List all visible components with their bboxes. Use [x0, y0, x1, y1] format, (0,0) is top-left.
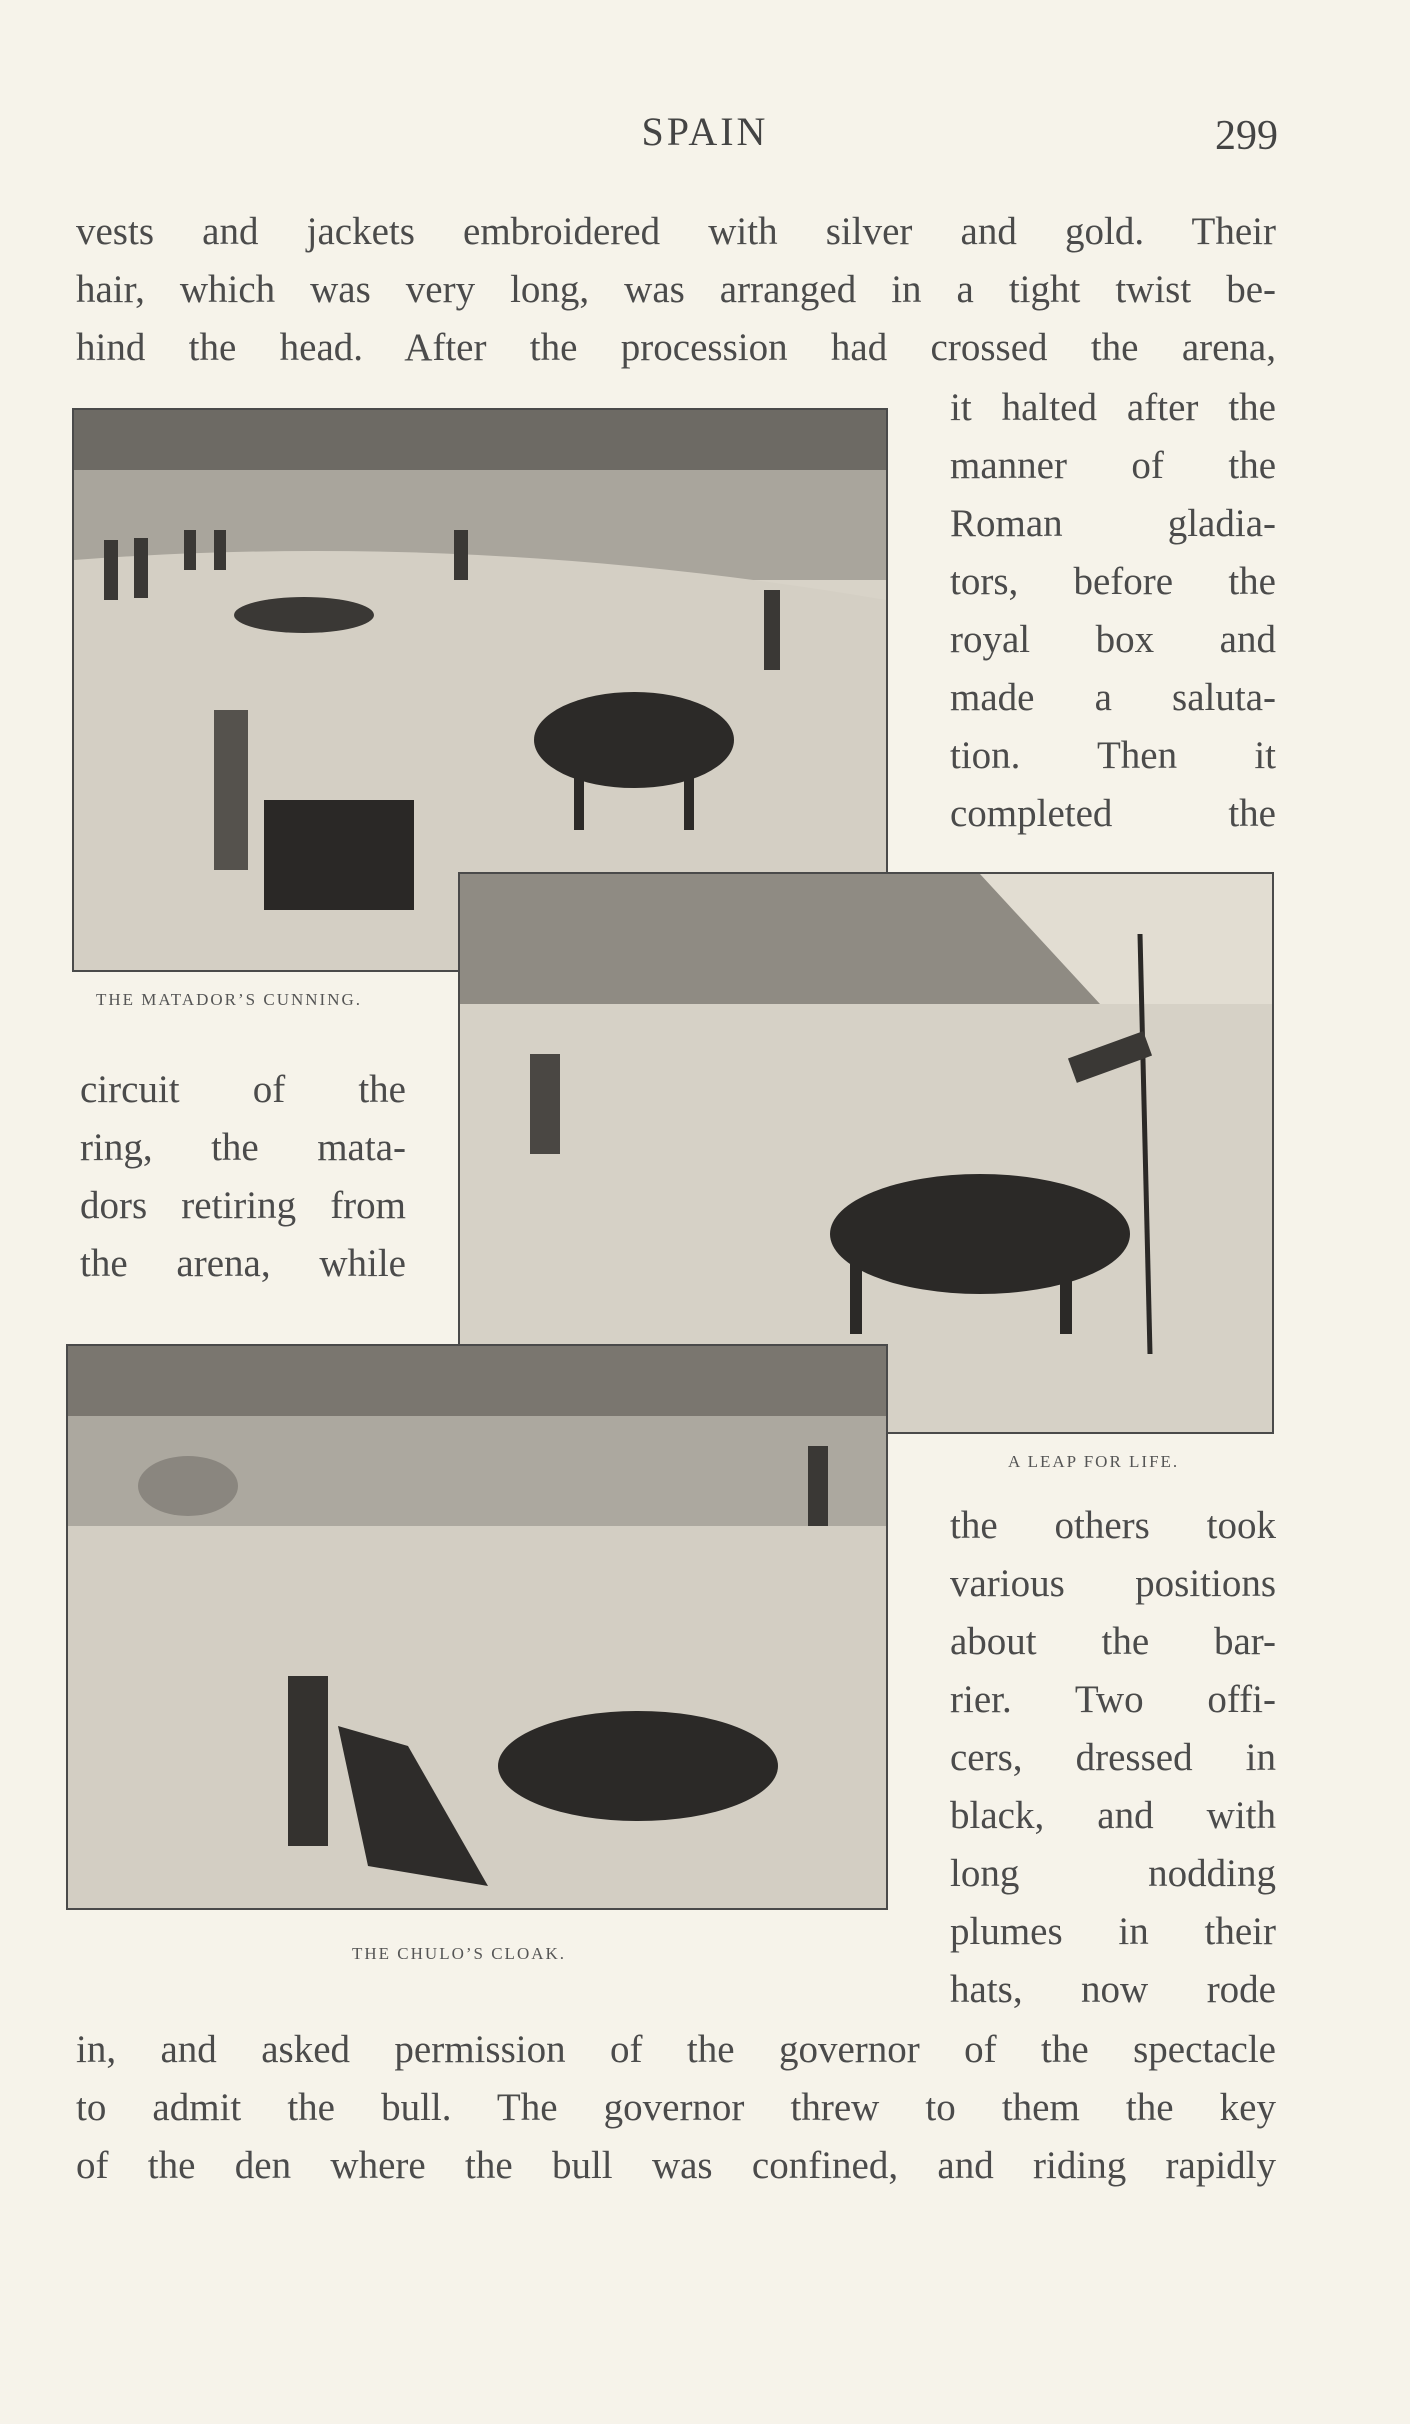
text-line: ring, the mata- — [80, 1126, 406, 1169]
text-line: to admit the bull. The governor threw to them the key — [76, 2086, 1276, 2129]
text-line: manner of the — [950, 444, 1276, 487]
caption-plate-3: THE CHULO’S CLOAK. — [352, 1944, 567, 1963]
text-line: of the den where the bull was confined, and riding rapidly — [76, 2144, 1276, 2187]
text-line: rier. Two offi- — [950, 1678, 1276, 1721]
text-line: it halted after the — [950, 386, 1276, 429]
text-line: circuit of the — [80, 1068, 406, 1111]
text-line: made a saluta- — [950, 676, 1276, 719]
text-line: royal box and — [950, 618, 1276, 661]
text-line: completed the — [950, 792, 1276, 835]
text-line: vests and jackets embroidered with silver and gold. Their — [76, 210, 1276, 253]
text-line: long nodding — [950, 1852, 1276, 1895]
text-line: tion. Then it — [950, 734, 1276, 777]
text-line: various positions — [950, 1562, 1276, 1605]
text-line: dors retiring from — [80, 1184, 406, 1227]
running-head: SPAIN — [641, 109, 769, 154]
text-line: tors, before the — [950, 560, 1276, 603]
text-line: about the bar- — [950, 1620, 1276, 1663]
text-line: hats, now rode — [950, 1968, 1276, 2011]
text-line: plumes in their — [950, 1910, 1276, 1953]
text-line: hair, which was very long, was arranged in a tight twist be- — [76, 268, 1276, 311]
caption-plate-2: A LEAP FOR LIFE. — [1008, 1452, 1180, 1471]
text-line: Roman gladia- — [950, 502, 1276, 545]
text-line: the others took — [950, 1504, 1276, 1547]
caption-plate-1: THE MATADOR’S CUNNING. — [96, 990, 362, 1009]
plate-chulos-cloak — [66, 1344, 888, 1910]
text-line: hind the head. After the procession had crossed the arena, — [76, 326, 1276, 369]
text-line: black, and with — [950, 1794, 1276, 1837]
text-line: cers, dressed in — [950, 1736, 1276, 1779]
text-line: in, and asked permission of the governor of the spectacle — [76, 2028, 1276, 2071]
chulo-engraving — [68, 1346, 886, 1908]
page-number: 299 — [1215, 113, 1278, 159]
text-line: the arena, while — [80, 1242, 406, 1285]
